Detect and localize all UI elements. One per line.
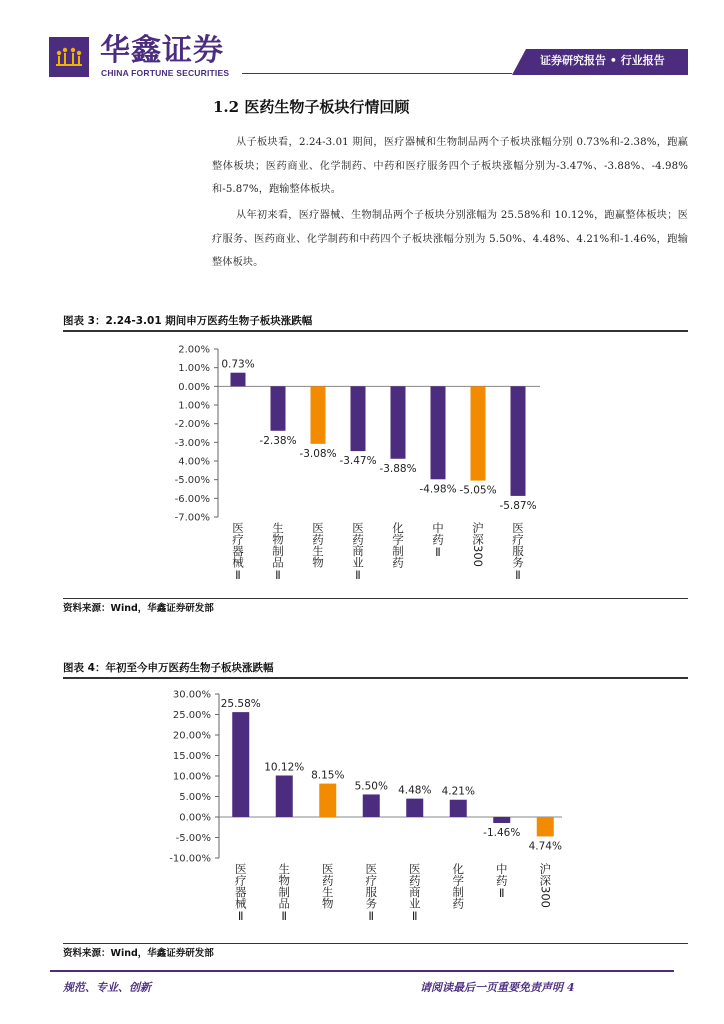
y-tick-label: 0.00% <box>179 812 211 824</box>
header-rule <box>242 73 512 74</box>
category-label: 医疗服务Ⅱ <box>511 522 525 582</box>
y-tick-label: 5.00% <box>179 792 211 803</box>
section-title: 1.2 医药生物子板块行情回顾 <box>213 98 410 116</box>
y-tick-label: 15.00% <box>172 751 211 762</box>
figure-4-source: 资料来源：Wind，华鑫证券研发部 <box>63 948 214 959</box>
bar <box>276 776 293 817</box>
y-tick-label: -2.00% <box>174 419 210 431</box>
bar <box>493 817 510 823</box>
chart-weekly-change <box>0 330 724 598</box>
y-tick-label: 30.00% <box>172 689 211 701</box>
y-tick-label: 0.00% <box>178 381 210 393</box>
figure-3-bottom-rule <box>63 598 688 599</box>
data-label: 10.12% <box>264 761 305 774</box>
category-label: 化学制药 <box>391 522 405 568</box>
data-label: -1.46% <box>483 826 521 839</box>
data-label: 0.73% <box>221 358 255 371</box>
category-label: 生物制品Ⅱ <box>277 863 292 923</box>
data-label: 25.58% <box>220 698 261 711</box>
footer-rule <box>50 970 674 972</box>
category-label: 医药生物 <box>311 522 325 568</box>
bar <box>311 386 326 443</box>
bar <box>351 386 366 451</box>
category-label: 医药商业Ⅱ <box>351 522 365 582</box>
bar <box>391 386 406 458</box>
category-label: 生物制品Ⅱ <box>271 522 285 582</box>
bar <box>271 386 286 430</box>
category-label: 医疗服务Ⅱ <box>364 863 379 923</box>
bar <box>406 799 423 817</box>
category-label: 医疗器械Ⅱ <box>231 522 245 582</box>
data-label: -3.47% <box>339 455 377 468</box>
bar <box>431 386 446 479</box>
y-tick-label: -3.00% <box>174 437 210 449</box>
report-type-label: 证券研究报告 • 行业报告 <box>540 54 665 67</box>
y-tick-label: 1.00% <box>178 400 210 412</box>
logo-icon <box>49 37 89 77</box>
category-label: 医药商业Ⅱ <box>407 863 422 923</box>
bar <box>232 712 249 817</box>
footer-slogan: 规范、专业、创新 <box>63 981 151 994</box>
y-tick-label: -10.00% <box>169 853 211 865</box>
bar <box>450 800 467 817</box>
data-label: -4.98% <box>419 483 457 496</box>
y-tick-label: 25.00% <box>172 710 211 721</box>
paragraph-subsector-ytd: 从年初来看，医疗器械、生物制品两个子板块分别涨幅为 25.58%和 10.12%，跑赢整体板块；医疗服务、医药商业、化学制药和中药四个子板块涨幅分别为 5.50%、4.48%、4.21%和-1.46%，跑输整体板块。 <box>212 210 688 268</box>
y-tick-label: 4.00% <box>178 456 210 468</box>
footer-disclaimer-note: 请阅读最后一页重要免责声明 4 <box>420 981 575 994</box>
data-label: -3.88% <box>379 462 417 475</box>
category-label: 中药Ⅱ <box>431 522 445 559</box>
bar <box>231 373 246 387</box>
y-tick-label: 1.00% <box>178 363 210 375</box>
y-tick-label: -6.00% <box>174 493 210 505</box>
bar <box>319 784 336 817</box>
brand-name-english: CHINA FORTUNE SECURITIES <box>101 68 230 78</box>
category-label: 中药Ⅱ <box>494 863 509 900</box>
y-tick-label: 10.00% <box>172 771 211 783</box>
chart-ytd-change <box>0 677 724 942</box>
category-label: 沪深300 <box>538 863 553 908</box>
category-label: 医疗器械Ⅱ <box>233 863 248 923</box>
bar <box>537 817 554 836</box>
y-tick-label: -5.00% <box>175 833 211 844</box>
data-label: 8.15% <box>311 769 345 782</box>
bar <box>363 794 380 817</box>
data-label: 4.21% <box>441 785 475 798</box>
category-label: 沪深300 <box>471 522 485 567</box>
data-label: -5.87% <box>499 499 537 512</box>
data-label: 4.74% <box>528 840 562 853</box>
bar <box>471 386 486 480</box>
figure-4-bottom-rule <box>63 943 688 944</box>
data-label: 4.48% <box>398 784 432 797</box>
brand-name: 华鑫证券 <box>100 33 224 68</box>
figure-4-title: 图表 4：年初至今申万医药生物子板块涨跌幅 <box>63 662 274 674</box>
data-label: -5.05% <box>459 484 497 497</box>
data-label: -3.08% <box>299 447 337 460</box>
y-tick-label: -5.00% <box>174 475 210 487</box>
data-label: -2.38% <box>259 434 297 447</box>
y-tick-label: 2.00% <box>178 344 210 356</box>
y-tick-label: -7.00% <box>174 512 210 524</box>
bar <box>511 386 526 496</box>
data-label: 5.50% <box>354 780 388 793</box>
y-tick-label: 20.00% <box>172 730 211 742</box>
category-label: 化学制药 <box>451 863 466 909</box>
category-label: 医药生物 <box>320 863 335 909</box>
figure-3-source: 资料来源：Wind，华鑫证券研发部 <box>63 603 214 614</box>
figure-3-title: 图表 3：2.24-3.01 期间申万医药生物子板块涨跌幅 <box>63 315 313 327</box>
paragraph-subsector-week: 从子板块看，2.24-3.01 期间，医疗器械和生物制品两个子板块涨幅分别 0.73%和-2.38%，跑赢整体板块；医药商业、化学制药、中药和医疗服务四个子板块涨幅分别为-3.47%、-3.88%、-4.98%和-5.87%，跑输整体板块。 <box>212 137 688 195</box>
